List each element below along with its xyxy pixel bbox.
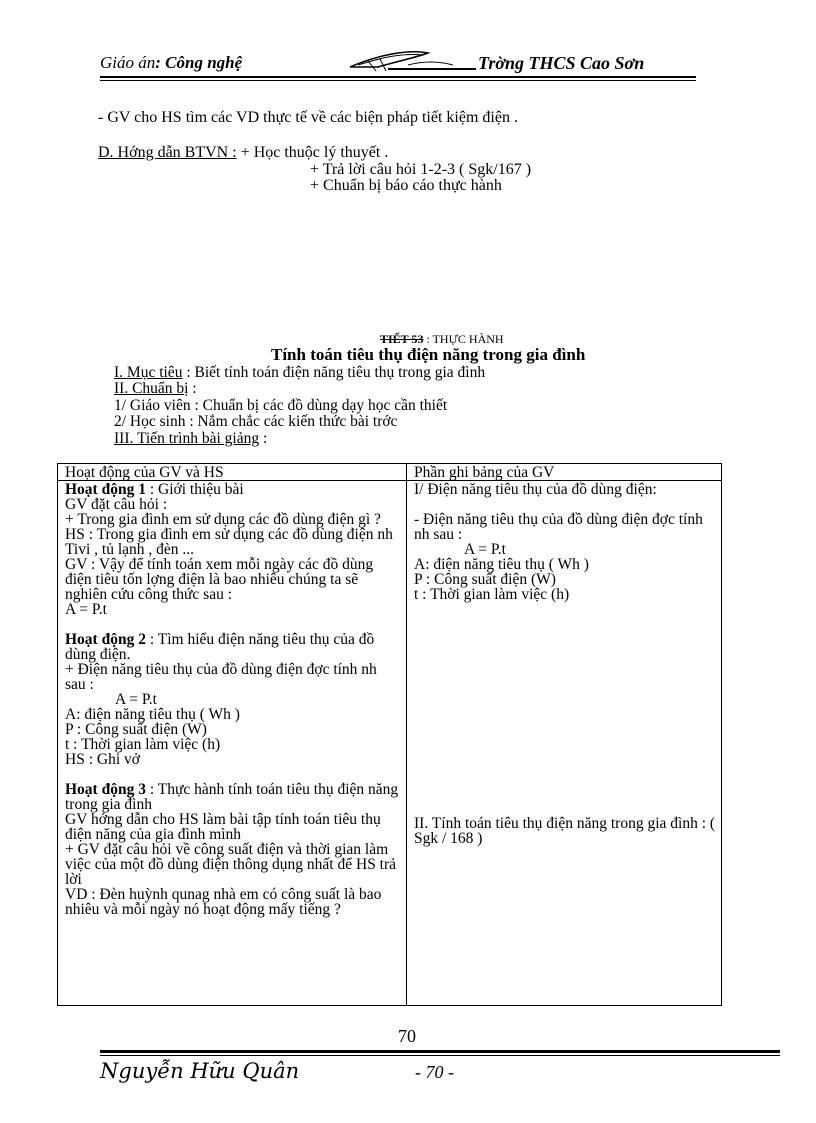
list-item: + Điện năng tiêu thụ của đồ dùng điện đợc tính nh sau :: [65, 661, 377, 693]
preparation-label: II. Chuẩn bị: [114, 380, 189, 397]
lesson-title: Tính toán tiêu thụ điện năng trong gia đình: [271, 345, 586, 364]
header-label: Giáo án: [100, 53, 156, 72]
footer-rule-thin: [100, 1055, 780, 1056]
quill-pen-icon: [348, 47, 478, 75]
list-item: A = P.t: [65, 601, 107, 618]
lesson-table: [57, 463, 722, 1006]
header-subject: [100, 53, 242, 73]
footer-author: Nguyễn Hữu Quân: [100, 1059, 300, 1083]
list-item: P : Công suất điện (W): [414, 571, 556, 588]
list-item: GV đặt câu hỏi :: [65, 496, 168, 513]
board-heading-1: I/ Điện năng tiêu thụ của đồ dùng điện:: [414, 481, 657, 498]
list-item: HS : Trong gia đình em sử dụng các đồ dùng điện nh Tivi , tủ lạnh , đèn ...: [65, 526, 393, 558]
preparation: [114, 380, 197, 398]
homework-item-3: + Chuẩn bị báo cáo thực hành: [310, 177, 502, 194]
list-item: GV : Vậy để tính toán xem mỗi ngày các đồ dùng điện tiêu tốn lợng điện là bao nhiêu chúng ta sẽ nghiên cứu công thức sau :: [65, 556, 374, 603]
teacher-prep: 1/ Giáo viên : Chuẩn bị các đồ dùng dạy học cần thiết: [114, 397, 448, 414]
footer-rule: [100, 1050, 780, 1053]
activity-1-heading: [65, 482, 401, 497]
activity-3-subtitle: : Thực hành tính toán tiêu thụ điện năng trong gia đình: [65, 781, 399, 813]
homework-label: D. Hớng dẫn BTVN :: [98, 144, 237, 161]
lesson-type: : THỰC HÀNH: [423, 332, 504, 346]
activity-2-title: Hoạt động 2: [65, 631, 146, 648]
list-item: + Trong gia đình em sử dụng các đồ dùng điện gì ?: [65, 511, 381, 528]
homework-item-1: + Học thuộc lý thuyết .: [236, 144, 389, 161]
formula: A = P.t: [464, 541, 506, 558]
lesson-procedure: [114, 430, 267, 448]
board-heading-2: II. Tính toán tiêu thụ điện năng trong gia đình : ( Sgk / 168 ): [414, 815, 716, 847]
board-notes-cell: [407, 481, 722, 1006]
list-item: A: điện năng tiêu thụ ( Wh ): [65, 706, 240, 723]
header-subject-name: : Công nghệ: [155, 53, 243, 72]
formula: A = P.t: [115, 691, 157, 708]
list-item: A: điện năng tiêu thụ ( Wh ): [414, 556, 589, 573]
header-rule: [100, 76, 696, 78]
objectives-label: I. Mục tiêu: [114, 364, 183, 381]
header-school: Trờng THCS Cao Sơn: [478, 53, 645, 73]
activity-1-subtitle: : Giới thiệu bài: [145, 481, 244, 498]
activity-3-heading: [65, 782, 401, 812]
list-item: t : Thời gian làm việc (h): [414, 586, 570, 603]
list-item: GV hớng dẫn cho HS làm bài tập tính toán tiêu thụ điện năng của gia đình mình: [65, 811, 381, 843]
list-item: + GV đặt câu hỏi về công suất điện và thời gian làm việc của một đồ dùng điện thông dụng nhất để HS trả lời: [65, 841, 397, 888]
table-row: [58, 481, 722, 1006]
student-prep: 2/ Học sinh : Nắm chắc các kiến thức bài trớc: [114, 413, 398, 430]
intro-line: - GV cho HS tìm các VD thực tế về các biện pháp tiết kiệm điện .: [98, 109, 518, 126]
homework-line: [98, 144, 388, 162]
activity-2-heading: [65, 632, 401, 662]
table-header-row: [58, 464, 722, 481]
lesson-tiet: TIẾT 53: [380, 332, 424, 346]
preparation-colon: :: [188, 380, 197, 397]
list-item: P : Công suất điện (W): [65, 721, 207, 738]
procedure-colon: :: [259, 430, 268, 447]
activity-3-title: Hoạt động 3: [65, 781, 146, 798]
activities-cell: [58, 481, 407, 1006]
list-item: HS : Ghi vở: [65, 751, 140, 768]
list-item: t : Thời gian làm việc (h): [65, 736, 221, 753]
page-number: 70: [398, 1026, 416, 1046]
list-item: VD : Đèn huỳnh qunag nhà em có công suất là bao nhiêu và mỗi ngày nó hoạt động mấy tiếng ?: [65, 886, 382, 918]
table-header-left: Hoạt động của GV và HS: [58, 464, 407, 481]
footer-page-marker: - 70 -: [415, 1062, 454, 1082]
activity-2-subtitle: : Tìm hiểu điện năng tiêu thụ của đồ dùng điện.: [65, 631, 375, 663]
objectives-text: : Biết tính toán điện năng tiêu thụ trong gia đình: [182, 364, 486, 381]
table-header-right: Phần ghi bảng của GV: [407, 464, 722, 481]
header-rule-thin: [100, 80, 696, 81]
list-item: - Điện năng tiêu thụ của đồ dùng điện đợc tính nh sau :: [414, 511, 703, 543]
homework-item-2: + Trả lời câu hỏi 1-2-3 ( Sgk/167 ): [310, 161, 532, 178]
procedure-label: III. Tiến trình bài giảng: [114, 430, 260, 447]
activity-1-title: Hoạt động 1: [65, 481, 146, 498]
